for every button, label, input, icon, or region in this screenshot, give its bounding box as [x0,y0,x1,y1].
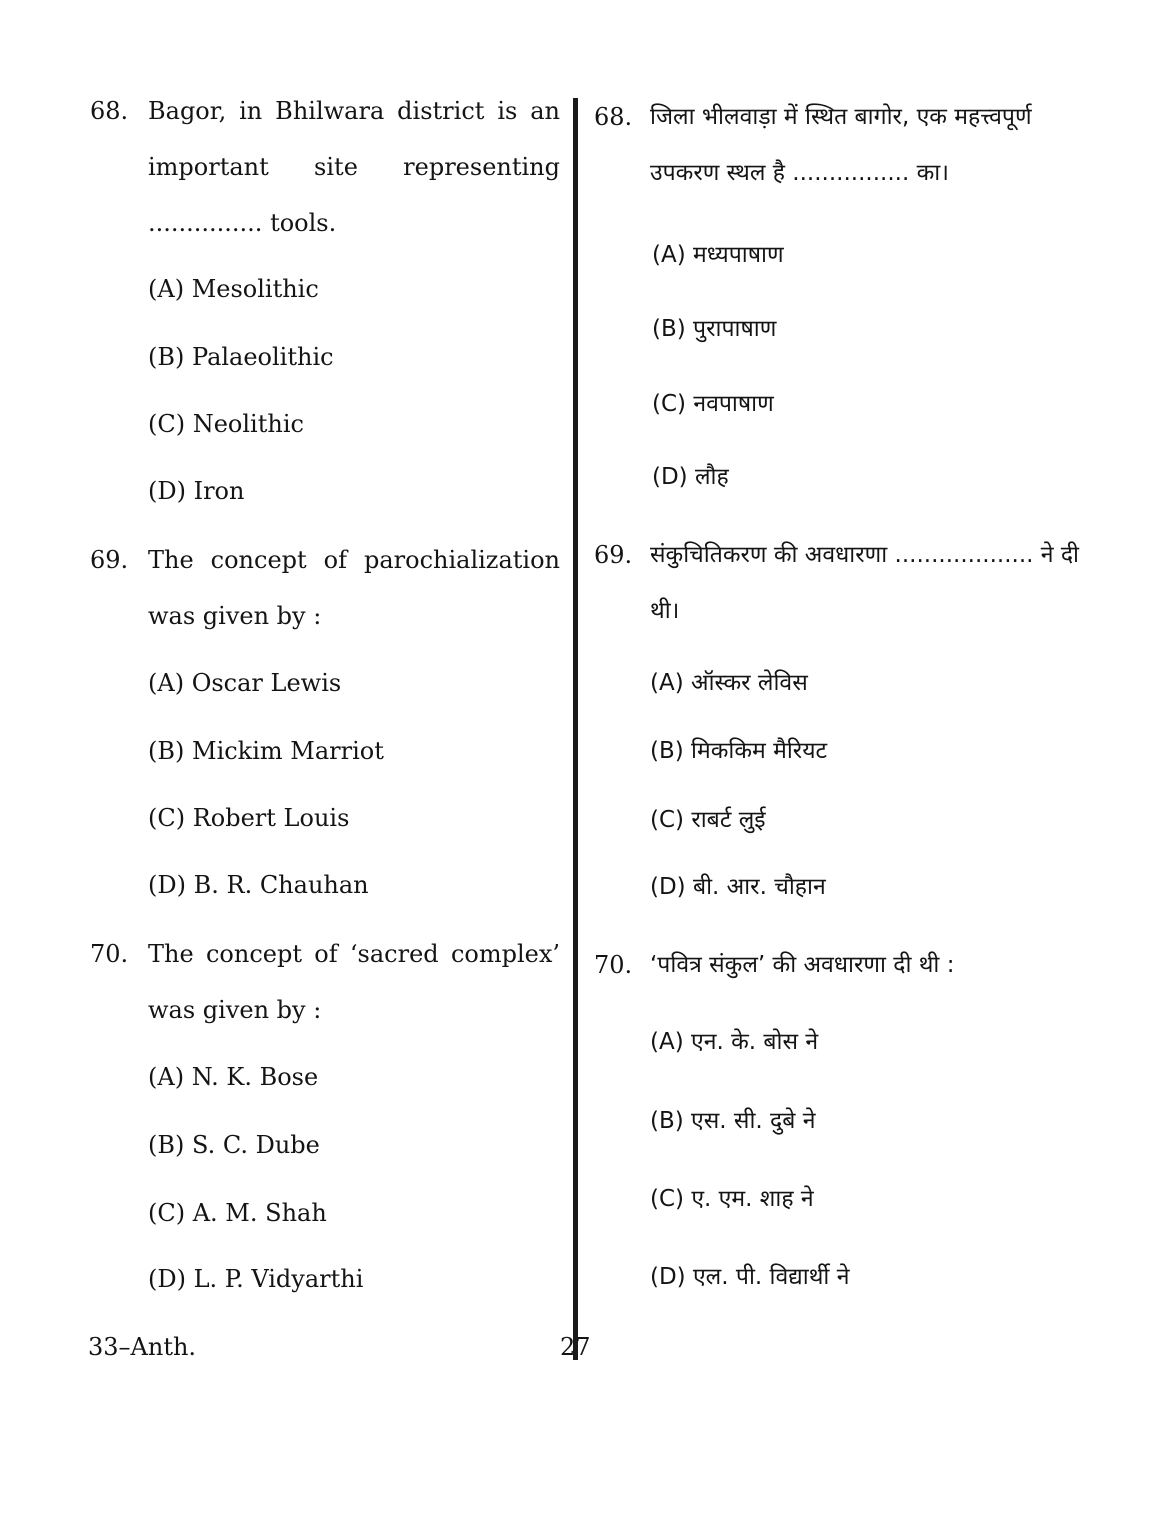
question-number: 68. [594,103,633,131]
option-c: (C) A. M. Shah [148,1199,327,1227]
question-text: The concept of parochialization was given by : [148,546,560,630]
option-c: (C) नवपाषाण [652,391,774,417]
option-d: (D) Iron [148,477,245,505]
column-divider [573,98,578,1360]
question-text: The concept of ‘sacred complex’ was given by : [148,940,560,1024]
option-d: (D) एल. पी. विद्यार्थी ने [650,1264,850,1290]
option-a: (A) मध्यपाषाण [652,242,784,268]
question-text: संकुचितिकरण की अवधारणा ................... ने दी थी। [650,542,1080,624]
option-b: (B) एस. सी. दुबे ने [650,1108,816,1134]
option-b: (B) Mickim Marriot [148,737,384,765]
option-c: (C) ए. एम. शाह ने [650,1186,814,1212]
option-b: (B) मिककिम मैरियट [650,738,828,764]
footer-code: 33–Anth. [88,1333,197,1361]
question-number: 70. [90,940,129,968]
option-c: (C) Robert Louis [148,804,350,832]
page-number: 27 [560,1333,591,1361]
question-number: 70. [594,951,633,979]
question-number: 69. [90,546,129,574]
option-b: (B) पुरापाषाण [652,316,777,342]
question-text: जिला भीलवाड़ा में स्थित बागोर, एक महत्त्वपूर्ण उपकरण स्थल है ................ का। [650,104,1032,186]
option-d: (D) L. P. Vidyarthi [148,1265,364,1293]
option-b: (B) S. C. Dube [148,1131,320,1159]
question-number: 69. [594,541,633,569]
question-number: 68. [90,97,129,125]
question-text: Bagor, in Bhilwara district is an important site representing ............... tools. [148,97,560,237]
question-text: ‘पवित्र संकुल’ की अवधारणा दी थी : [650,952,955,978]
option-a: (A) N. K. Bose [148,1063,319,1091]
option-c: (C) राबर्ट लुई [650,807,766,833]
option-b: (B) Palaeolithic [148,343,334,371]
option-a: (A) Oscar Lewis [148,669,342,697]
option-a: (A) एन. के. बोस ने [650,1029,819,1055]
option-d: (D) बी. आर. चौहान [650,874,826,900]
option-a: (A) ऑस्कर लेविस [650,670,808,696]
option-c: (C) Neolithic [148,410,304,438]
option-d: (D) B. R. Chauhan [148,871,369,899]
option-a: (A) Mesolithic [148,275,319,303]
option-d: (D) लौह [652,464,729,490]
